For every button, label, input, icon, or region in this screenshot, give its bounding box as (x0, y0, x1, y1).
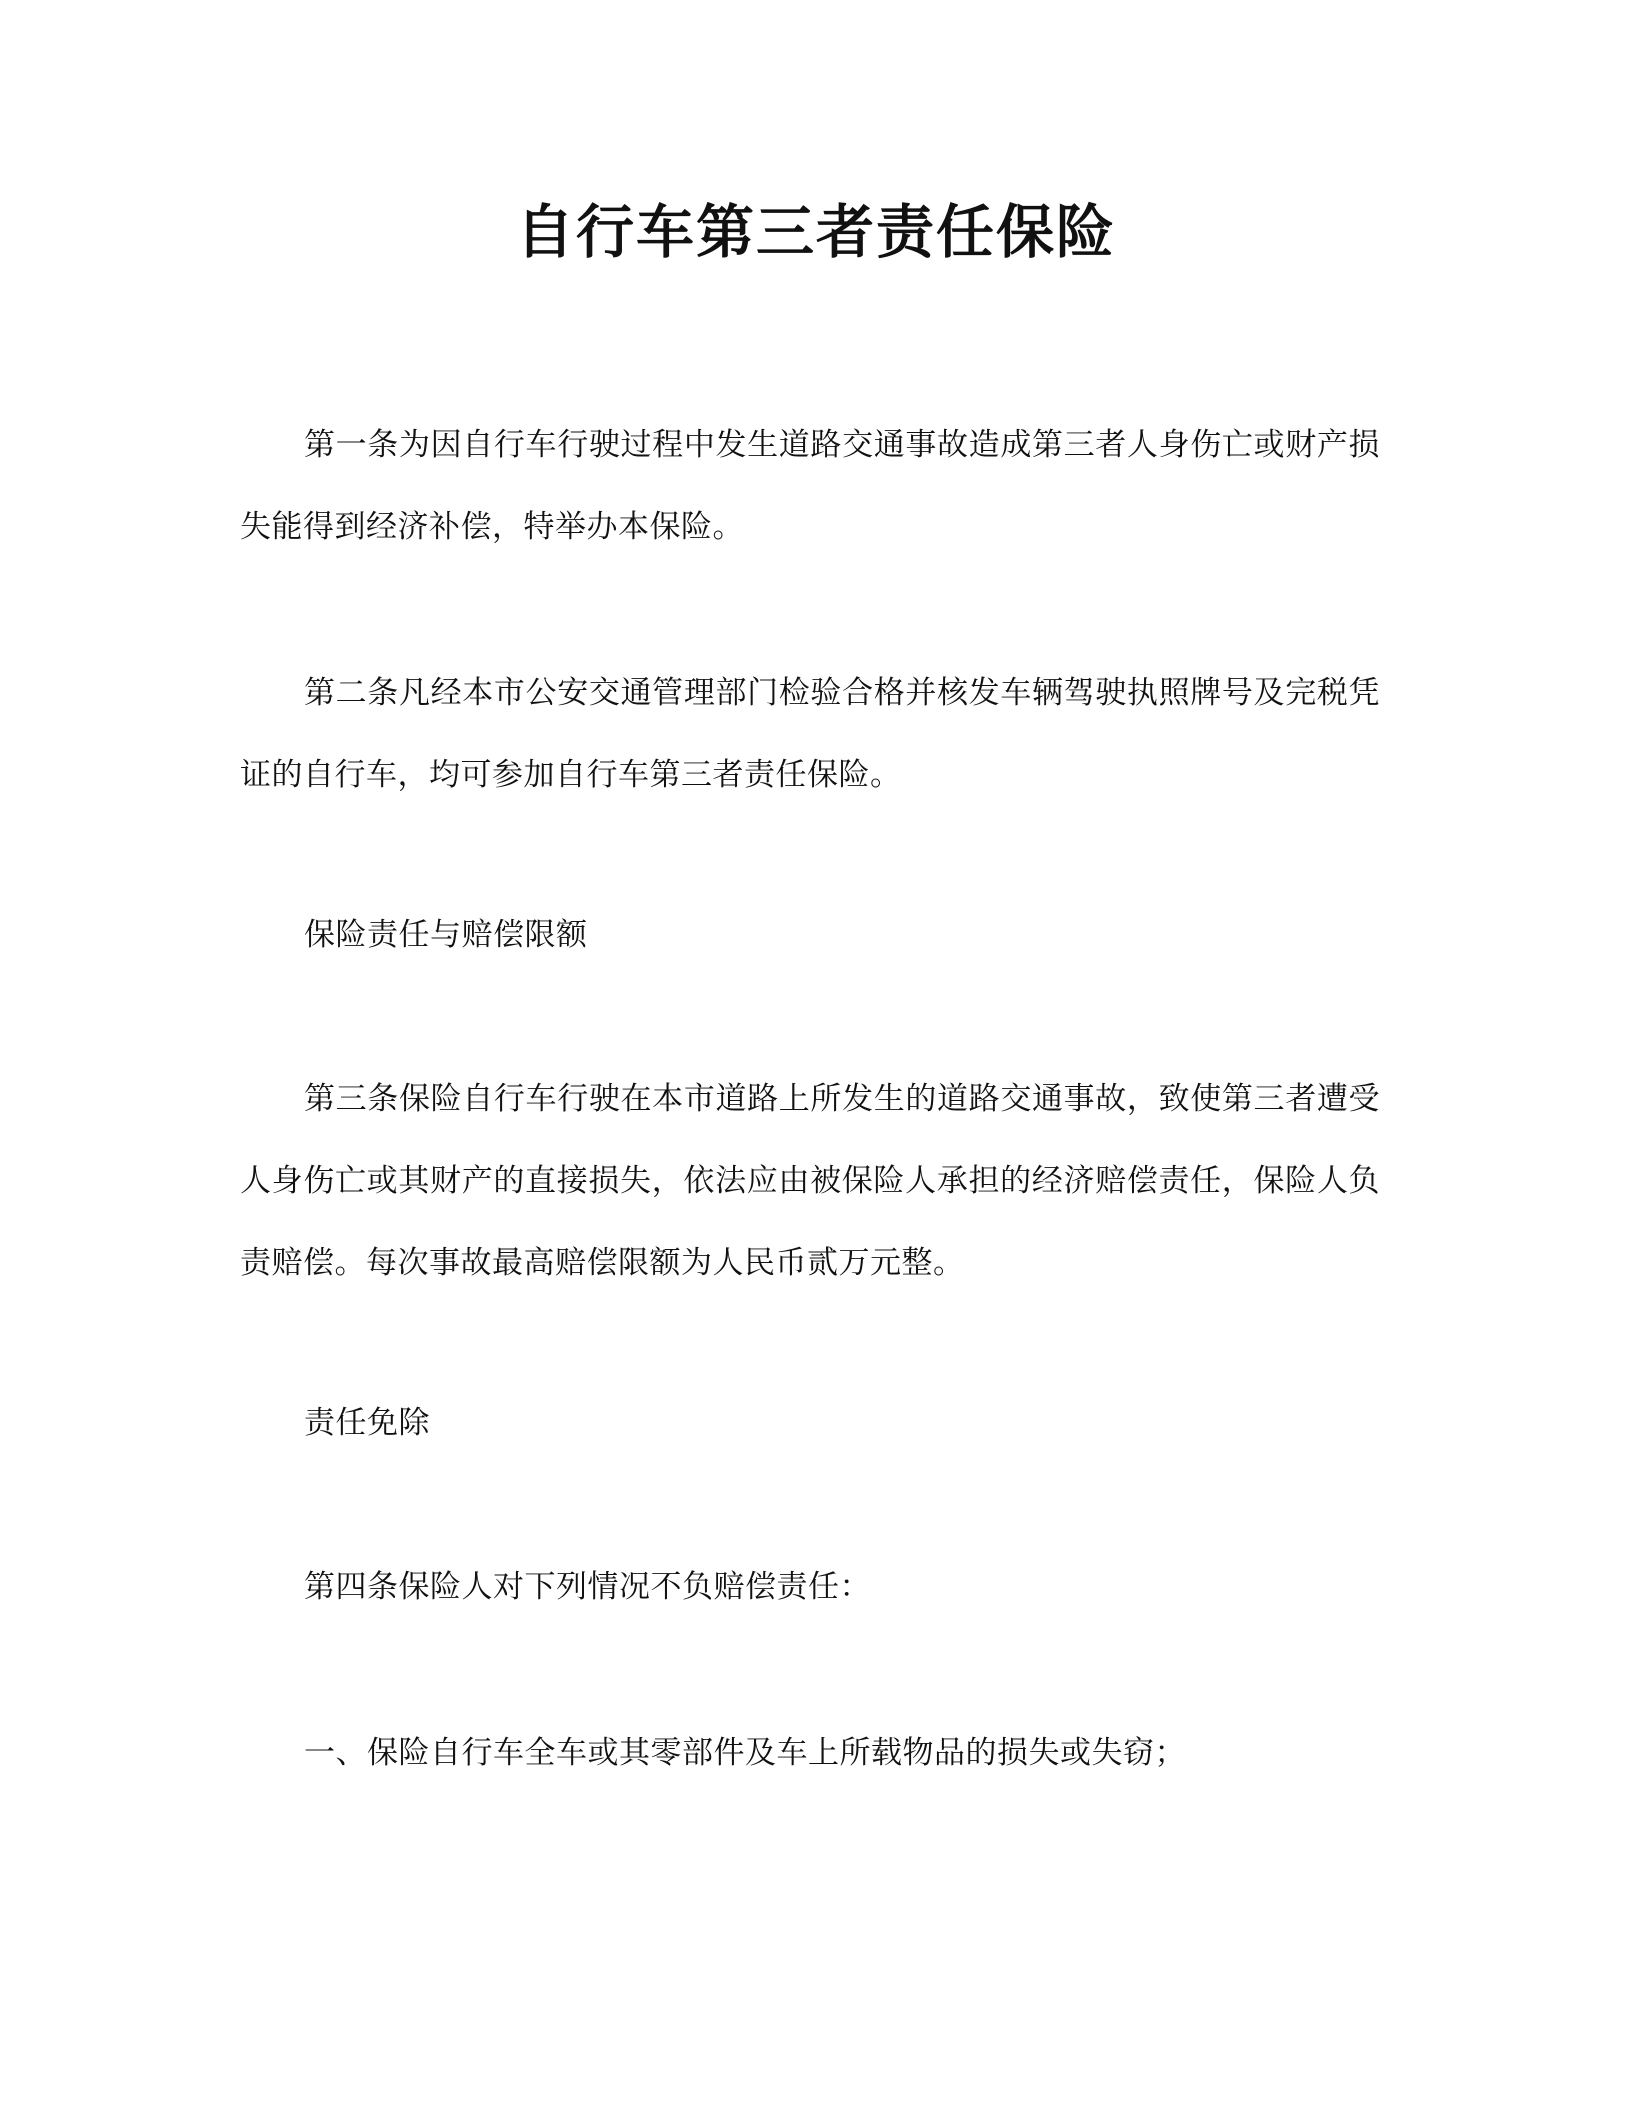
document-title: 自行车第三者责任保险 (515, 198, 1116, 266)
article-4-paragraph: 第四条保险人对下列情况不负赔偿责任： (304, 1569, 871, 1605)
article-2-paragraph: 第二条凡经本市公安交通管理部门检验合格并核发车辆驾驶执照牌号及完税凭证的自行车，均可参加自行车第三者责任保险。 (240, 675, 1380, 793)
section-heading-liability: 保险责任与赔偿限额 (304, 917, 588, 953)
article-1-paragraph: 第一条为因自行车行驶过程中发生道路交通事故造成第三者人身伤亡或财产损失能得到经济补偿，特举办本保险。 (240, 427, 1380, 545)
exclusion-item-1: 一、保险自行车全车或其零部件及车上所载物品的损失或失窃； (304, 1735, 1186, 1771)
section-heading-exclusions: 责任免除 (304, 1405, 430, 1441)
article-3-paragraph: 第三条保险自行车行驶在本市道路上所发生的道路交通事故，致使第三者遭受人身伤亡或其财产的直接损失，依法应由被保险人承担的经济赔偿责任，保险人负责赔偿。每次事故最高赔偿限额为人民币贰万元整。 (240, 1081, 1380, 1281)
